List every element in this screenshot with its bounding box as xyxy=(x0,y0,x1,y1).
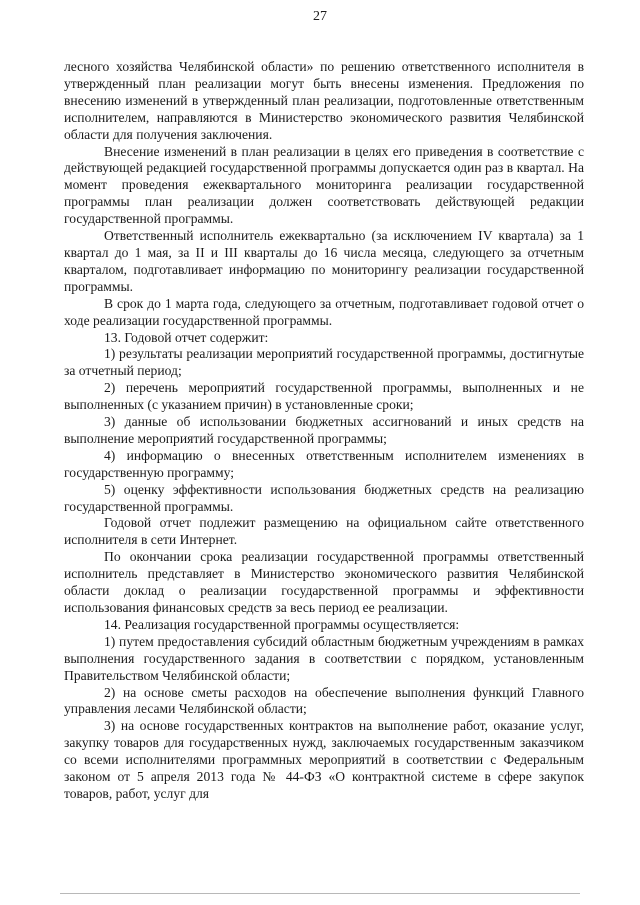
list-item-14-3: 3) на основе государственных контрактов на выполнение работ, оказание услуг, закупку товаров для государственных нужд, заключаемых государственным заказчиком со всеми исполнителями программных мероприятий в соответствии с Федеральным законом от 5 апреля 2013 года № 44-ФЗ «О контрактной системе в сфере закупок товаров, работ, услуг для xyxy=(64,718,584,801)
list-item-14-1: 1) путем предоставления субсидий областным бюджетным учреждениям в рамках выполнения государственного задания в соответствии с порядком, установленным Правительством Челябинской области; xyxy=(64,633,584,683)
page-number: 27 xyxy=(313,9,327,24)
paragraph-annual-report-deadline: В срок до 1 марта года, следующего за отчетным, подготавливает годовой отчет о ходе реализации государственной программы. xyxy=(64,295,584,328)
list-item-14-2: 2) на основе сметы расходов на обеспечение выполнения функций Главного управления лесами Челябинской области; xyxy=(64,684,584,717)
paragraph-plan-changes: Внесение изменений в план реализации в целях его приведения в соответствие с действующей редакцией государственной программы допускается один раз в квартал. На момент проведения ежеквартального мониторинга реализации государственной программы план реализации должен соответствовать действующей редакции государственной программы. xyxy=(64,143,584,227)
paragraph-continuation: лесного хозяйства Челябинской области» по решению ответственного исполнителя в утвержденный план реализации могут быть внесены изменения. Предложения по внесению изменений в утвержденный план реализации, подготовленные ответственным исполнителем, направляются в Министерство экономического развития Челябинской области для получения заключения. xyxy=(64,59,584,142)
list-item-13-2: 2) перечень мероприятий государственной программы, выполненных и не выполненных (с указанием причин) в установленные сроки; xyxy=(64,380,584,413)
paragraph-quarterly-monitoring: Ответственный исполнитель ежеквартально (за исключением IV квартала) за 1 квартал до 1 мая, за II и III кварталы до 16 числа месяца, следующего за отчетным кварталом, подготавливает информацию по мониторингу реализации государственной программы. xyxy=(64,228,584,294)
list-item-13-3: 3) данные об использовании бюджетных ассигнований и иных средств на выполнение мероприятий государственной программы; xyxy=(64,414,584,446)
section-14-heading: 14. Реализация государственной программы осуществляется: xyxy=(104,616,460,632)
paragraph-report-publication: Годовой отчет подлежит размещению на официальном сайте ответственного исполнителя в сети Интернет. xyxy=(64,515,584,548)
section-13-heading: 13. Годовой отчет содержит: xyxy=(104,329,269,345)
paragraph-final-report: По окончании срока реализации государственной программы ответственный исполнитель представляет в Министерство экономического развития Челябинской области доклад о реализации государственной программы и эффективности использования финансовых средств за весь период ее реализации. xyxy=(64,549,584,615)
list-item-13-5: 5) оценку эффективности использования бюджетных средств на реализацию государственной программы. xyxy=(64,481,584,514)
page-bottom-rule xyxy=(60,893,580,894)
list-item-13-4: 4) информацию о внесенных ответственным исполнителем изменениях в государственную программу; xyxy=(64,447,584,480)
document-body xyxy=(64,59,584,803)
list-item-13-1: 1) результаты реализации мероприятий государственной программы, достигнутые за отчетный период; xyxy=(64,346,584,379)
